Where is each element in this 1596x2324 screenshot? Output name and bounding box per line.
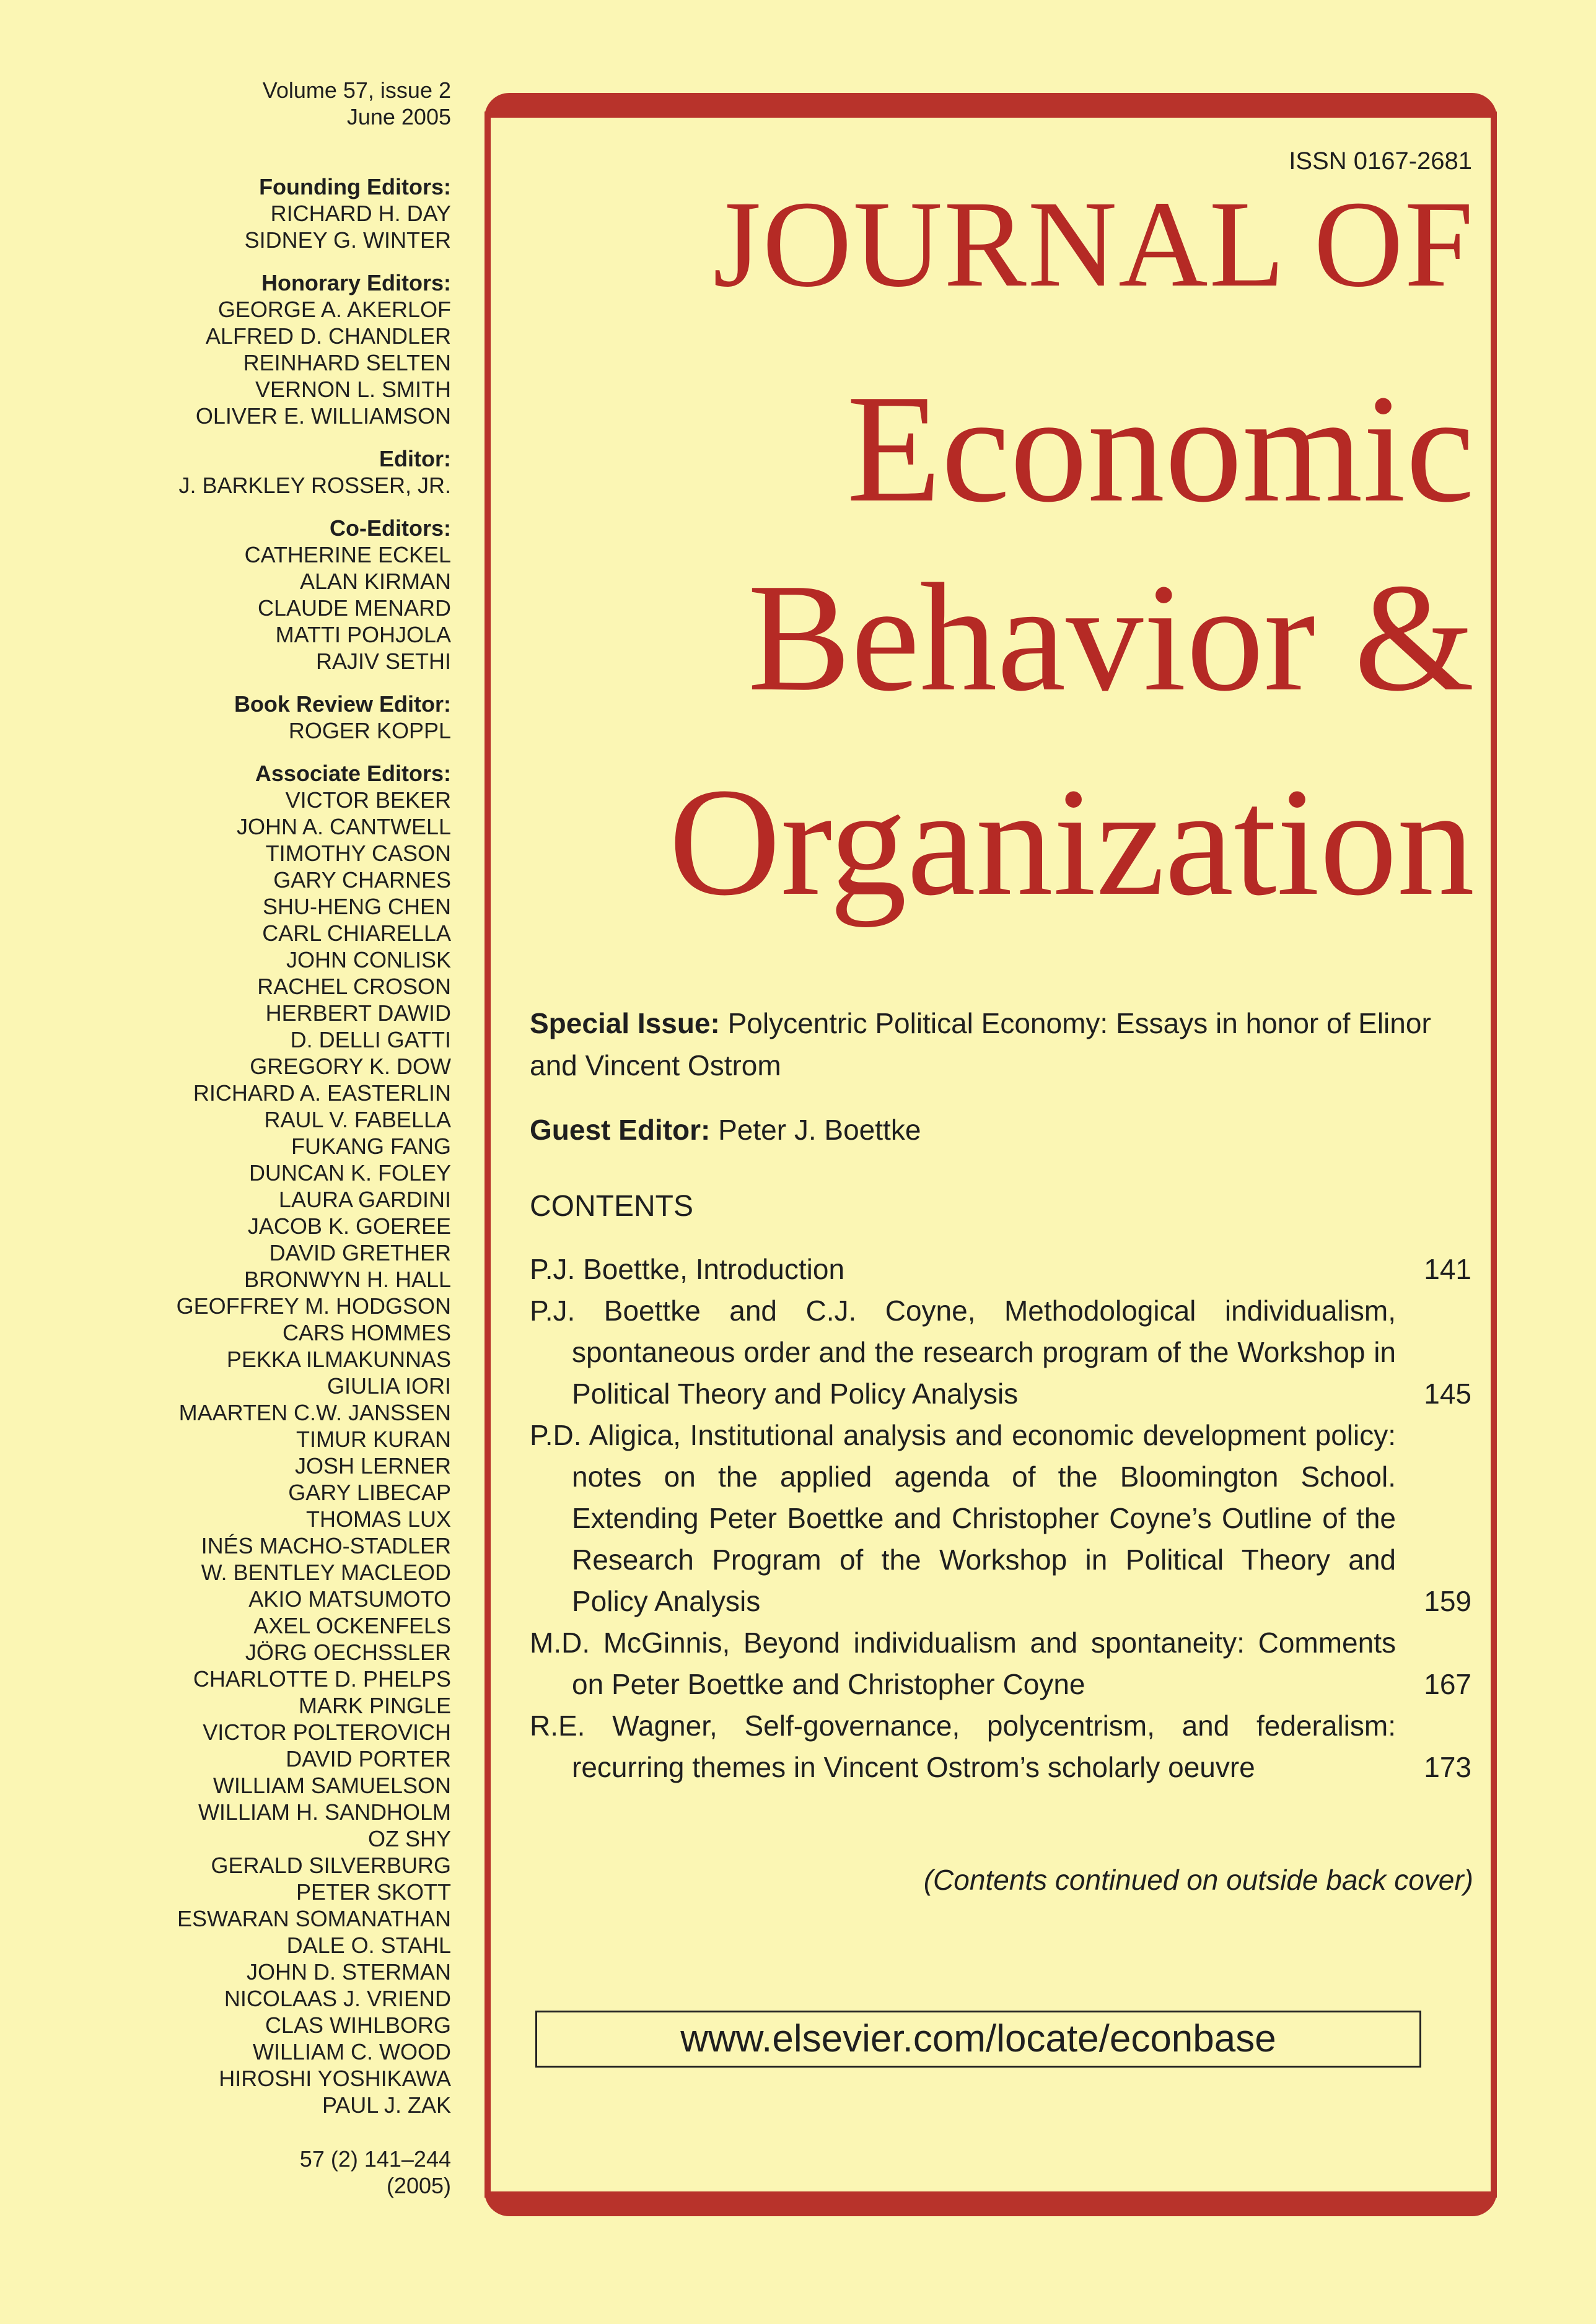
editor-name: BRONWYN H. HALL [243,1267,451,1292]
toc-entry [530,1705,1471,1788]
editor-name: GARY LIBECAP [288,1480,451,1505]
editor-name: THOMAS LUX [305,1506,451,1532]
toc-entry-title: R.E. Wagner, Self-governance, polycentrism, and federalism: recurring themes in Vincent Ostrom’s scholarly oeuvre [530,1710,1396,1783]
editor-name: CARL CHIARELLA [262,920,451,946]
contents-continued-note: (Contents continued on outside back cover) [923,1864,1473,1896]
editor-name: TIMUR KURAN [296,1426,451,1452]
volume-issue: Volume 57, issue 2 [262,77,451,103]
frame-left-border [484,111,491,2198]
toc-entry [530,1622,1471,1705]
editor-name: DUNCAN K. FOLEY [248,1160,451,1186]
toc-entry [530,1290,1471,1415]
editor-group [93,515,451,675]
editor-group-heading: Book Review Editor: [234,691,451,717]
editor-group [93,269,451,429]
frame-top-bar [484,93,1497,118]
editorial-board [93,77,451,2199]
journal-title-line-2: Economic [846,363,1475,535]
issue-date: June 2005 [346,104,451,129]
editor-name: JOHN CONLISK [286,947,451,972]
frame-right-border [1491,111,1497,2198]
toc-entry [530,1249,1471,1290]
editor-name: GEORGE A. AKERLOF [217,297,451,322]
toc-entry-page: 145 [1424,1378,1471,1410]
toc-entry-page: 173 [1424,1751,1471,1783]
editor-name: CATHERINE ECKEL [244,542,451,567]
editor-groups [93,173,451,2118]
editor-name: CHARLOTTE D. PHELPS [193,1666,451,1692]
editor-name: ESWARAN SOMANATHAN [177,1906,451,1931]
editor-name: GARY CHARNES [273,867,451,893]
editor-name: RAUL V. FABELLA [264,1107,451,1132]
editor-group [93,173,451,253]
editor-group-heading: Co-Editors: [330,515,451,541]
toc-entry-title: P.D. Aligica, Institutional analysis and economic development policy: notes on the applied agenda of the Bloomington School. Extending Peter Boettke and Christopher Coyne’s Outline of the Research Program of the Workshop in Political Theory and Policy Analysis [530,1419,1396,1617]
journal-title-line-3: Behavior & [747,552,1475,723]
editor-name: PAUL J. ZAK [322,2092,451,2118]
editor-name: OZ SHY [367,1826,451,1851]
toc-entry-page: 159 [1424,1585,1471,1617]
table-of-contents [530,1249,1471,1788]
editor-name: MARK PINGLE [298,1693,451,1718]
editor-name: PETER SKOTT [296,1879,451,1905]
editor-name: ALFRED D. CHANDLER [205,323,451,349]
editor-name: RAJIV SETHI [315,649,451,674]
editor-name: HIROSHI YOSHIKAWA [219,2066,451,2091]
editor-name: JÖRG OECHSSLER [245,1640,451,1665]
editor-name: AKIO MATSUMOTO [248,1586,451,1612]
special-issue-text: Polycentric Political Economy: Essays in honor of Elinor and Vincent Ostrom [530,1007,1431,1081]
editor-name: RACHEL CROSON [257,974,451,999]
editor-name: GEOFFREY M. HODGSON [176,1293,451,1319]
editor-name: RICHARD A. EASTERLIN [193,1080,451,1106]
editor-name: GREGORY K. DOW [250,1054,451,1079]
editor-name: WILLIAM SAMUELSON [213,1773,451,1798]
guest-editor-label: Guest Editor: [530,1114,711,1146]
editor-name: WILLIAM C. WOOD [252,2039,451,2064]
editor-name: INÉS MACHO-STADLER [201,1533,451,1558]
toc-entry [530,1415,1471,1622]
contents-heading: CONTENTS [530,1190,693,1223]
journal-url[interactable]: www.elsevier.com/locate/econbase [535,2011,1421,2068]
editor-name: GERALD SILVERBURG [211,1853,451,1878]
toc-entry-page: 141 [1424,1253,1471,1285]
editor-name: SIDNEY G. WINTER [244,227,451,253]
editor-name: MATTI POHJOLA [275,622,451,647]
issn: ISSN 0167-2681 [1289,147,1472,175]
editor-name: LAURA GARDINI [278,1187,451,1212]
editor-name: J. BARKLEY ROSSER, JR. [178,473,451,498]
journal-title-line-1: JOURNAL OF [712,176,1475,313]
editor-group-heading: Associate Editors: [255,761,451,786]
editor-group [93,760,451,2118]
toc-entry-title: M.D. McGinnis, Beyond individualism and spontaneity: Comments on Peter Boettke and Christopher Coyne [530,1627,1396,1700]
editor-name: REINHARD SELTEN [243,350,451,375]
editor-name: VICTOR BEKER [285,787,451,813]
journal-title-line-4: Organization [669,756,1475,928]
editor-name: CARS HOMMES [282,1320,451,1345]
editor-group-heading: Editor: [379,446,451,471]
editor-group [93,445,451,499]
editor-name: VERNON L. SMITH [255,377,451,402]
editor-name: GIULIA IORI [327,1373,451,1399]
editor-name: RICHARD H. DAY [270,201,451,226]
editor-name: CLAS WIHLBORG [265,2012,451,2038]
issue-year: (2005) [386,2173,451,2198]
editor-group-heading: Honorary Editors: [261,270,451,295]
editor-name: FUKANG FANG [291,1134,451,1159]
editor-name: JOSH LERNER [294,1453,451,1479]
toc-entry-title: P.J. Boettke, Introduction [530,1253,845,1285]
editor-name: VICTOR POLTEROVICH [203,1719,451,1745]
editor-name: JOHN A. CANTWELL [236,814,451,839]
editor-name: TIMOTHY CASON [265,841,451,866]
editor-name: JOHN D. STERMAN [246,1959,451,1985]
special-issue [530,1002,1478,1086]
toc-entry-page: 167 [1424,1668,1471,1700]
frame-bottom-bar [484,2191,1497,2216]
editor-name: D. DELLI GATTI [290,1027,451,1052]
editor-name: ROGER KOPPL [288,718,451,743]
editor-name: WILLIAM H. SANDHOLM [198,1799,451,1825]
editor-name: SHU-HENG CHEN [262,894,451,919]
editor-name: ALAN KIRMAN [299,569,451,594]
editor-name: CLAUDE MENARD [257,595,451,621]
editor-name: W. BENTLEY MACLEOD [201,1560,451,1585]
editor-name: OLIVER E. WILLIAMSON [195,403,451,429]
editor-group [93,691,451,744]
guest-editor [530,1109,1478,1151]
guest-editor-name: Peter J. Boettke [718,1114,921,1146]
toc-entry-title: P.J. Boettke and C.J. Coyne, Methodological individualism, spontaneous order and the research program of the Workshop in Political Theory and Policy Analysis [530,1295,1396,1410]
editor-name: JACOB K. GOEREE [247,1213,451,1239]
special-issue-label: Special Issue: [530,1007,720,1039]
editor-name: NICOLAAS J. VRIEND [224,1986,451,2011]
editor-name: DAVID PORTER [286,1746,451,1771]
editor-group-heading: Founding Editors: [259,174,451,199]
editor-name: MAARTEN C.W. JANSSEN [178,1400,451,1425]
editor-name: DALE O. STAHL [286,1933,451,1958]
editor-name: DAVID GRETHER [269,1240,451,1265]
editor-name: AXEL OCKENFELS [253,1613,451,1638]
issue-page-range: 57 (2) 141–244 [299,2146,451,2172]
editor-name: HERBERT DAWID [265,1000,451,1026]
editor-name: PEKKA ILMAKUNNAS [226,1347,451,1372]
